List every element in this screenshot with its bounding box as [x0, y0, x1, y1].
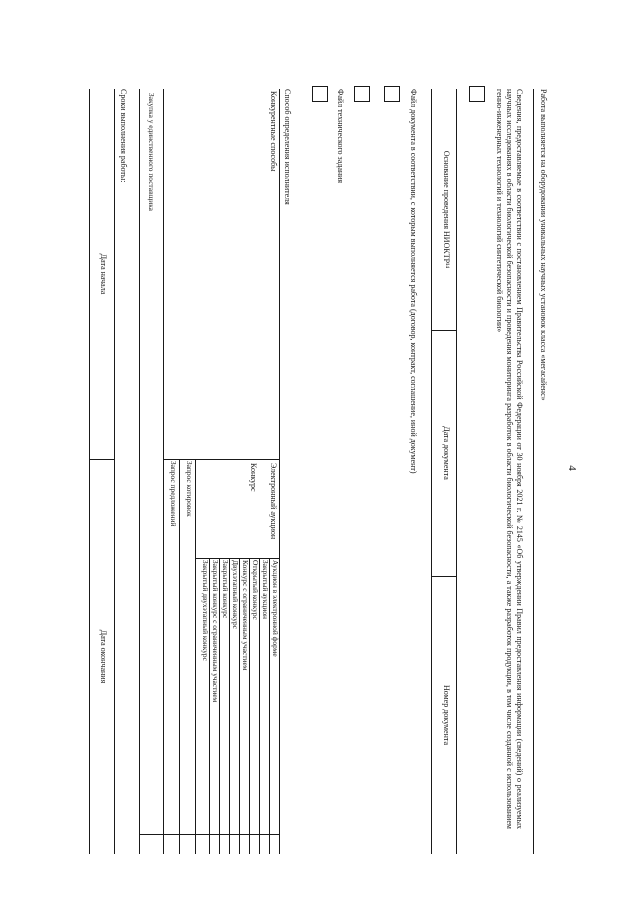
- contract-file-checkbox[interactable]: [354, 86, 370, 102]
- option-auction-electronic[interactable]: Аукцион в электронной форме: [271, 560, 280, 657]
- option-single-supplier[interactable]: Закупка у единственного поставщика: [147, 93, 156, 211]
- option-limited-contest[interactable]: Конкурс с ограниченным участием: [241, 560, 250, 671]
- contract-file-label: Файл документа в соответствии, с которым выполняется работа (договор, контракт, соглашение, иной документ): [409, 89, 418, 474]
- option-closed-contest[interactable]: Закрытый конкурс: [221, 560, 230, 619]
- basis-table-top-border: [456, 89, 457, 854]
- contract-file-upload[interactable]: [384, 86, 400, 102]
- option-proposal-request[interactable]: Запрос предложений: [169, 461, 178, 527]
- option-open-contest[interactable]: Открытый конкурс: [251, 560, 260, 620]
- start-date-label: Дата начала: [99, 253, 108, 295]
- option-quote-request[interactable]: Запрос котировок: [185, 461, 194, 517]
- page-number: 4: [566, 465, 578, 471]
- executor-table-bottom: [139, 89, 140, 854]
- executor-row-divider: [163, 89, 164, 854]
- rotated-form-content: [88, 89, 548, 909]
- end-date-label: Дата окончания: [99, 629, 108, 684]
- decree-checkbox[interactable]: [469, 86, 485, 102]
- option-closed-two-stage-contest[interactable]: Закрытый двухэтапный конкурс: [201, 560, 210, 661]
- work-period-bottom: [89, 89, 90, 854]
- executor-method-title: Способ определения исполнителя: [283, 89, 292, 205]
- tech-task-label: Файл технического задания: [336, 89, 345, 184]
- tech-task-upload[interactable]: [312, 86, 328, 102]
- decree-paragraph: Сведения, предоставляемые в соответствии с постановлением Правительства Российской Федерации от 30 ноября 2021 г. № 2145 «Об утверждении Правил предоставления информации (сведений) о реализуемых научных исследованиях в области биологической безопасности и проведения мониторинга разработок в области биологической безопасности, а также разработок продукции, в том числе созданной с использованием генно-инженерных технологий и технологий синтетической биологии»: [495, 89, 524, 829]
- work-period-label: Сроки выполнения работы:: [119, 89, 128, 183]
- competitive-methods-label: Конкурентные способы: [269, 91, 278, 172]
- basis-header-number: Номер документа: [442, 684, 451, 745]
- basis-header-date: Дата документа: [442, 426, 451, 480]
- option-closed-limited-contest[interactable]: Закрытый конкурс с ограниченным участием: [211, 560, 220, 703]
- option-closed-auction[interactable]: Закрытый аукцион: [261, 560, 270, 619]
- option-two-stage-contest[interactable]: Двухэтапный конкурс: [231, 560, 240, 629]
- basis-table-bottom-border: [431, 89, 432, 854]
- auction-label: Электронный аукцион: [269, 463, 278, 540]
- contest-label: Конкурс: [249, 463, 258, 492]
- executor-table-top: [279, 89, 280, 854]
- header-text: Работа выполняется на оборудовании уникальных научных установок класса «мегасайенс»: [539, 89, 548, 401]
- executor-row-divider: [195, 459, 196, 854]
- executor-col-divider: [164, 459, 280, 460]
- executor-row-divider: [179, 459, 180, 854]
- basis-header-reason: Основание проведения НИОКТР¹⁴: [442, 150, 451, 269]
- header-underline: [533, 89, 534, 854]
- work-period-top: [114, 89, 115, 854]
